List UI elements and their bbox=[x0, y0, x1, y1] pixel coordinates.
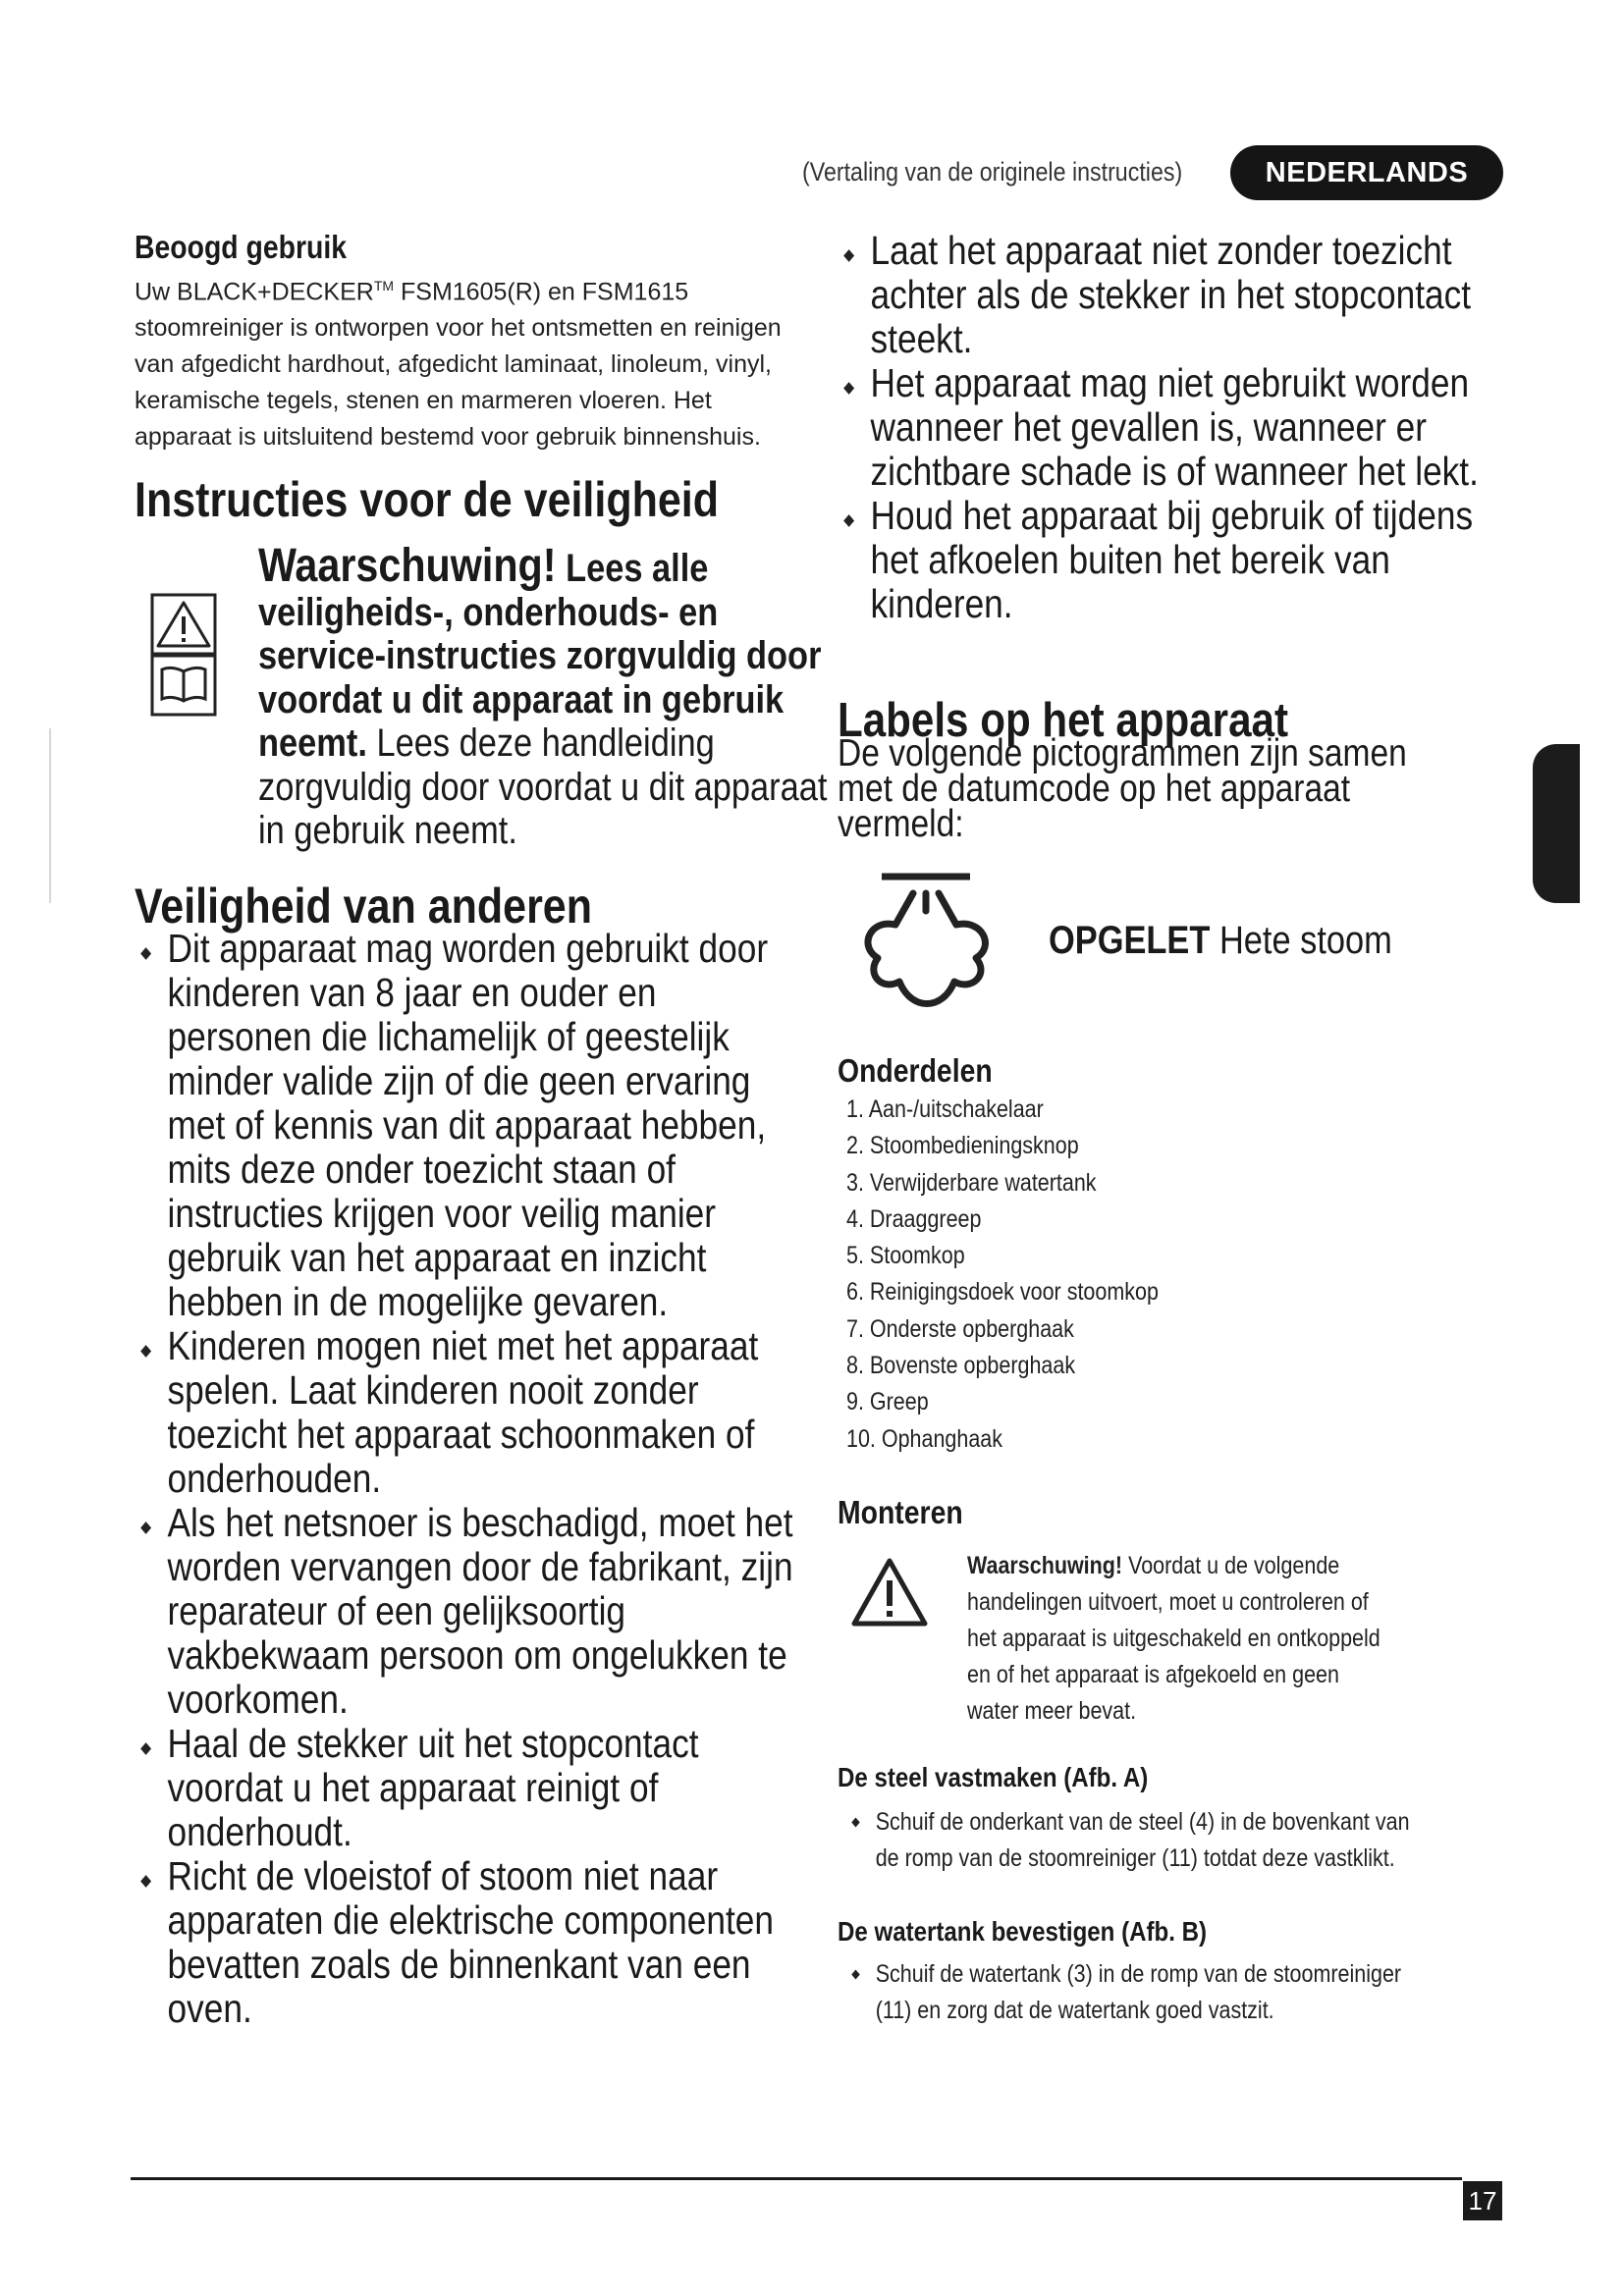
footer-rule bbox=[131, 2177, 1462, 2180]
list-item: Het apparaat mag niet gebruikt worden wanneer het gevallen is, wanneer er zichtbare schade is of wanneer het lekt. bbox=[838, 361, 1530, 494]
safety-instructions-heading: Instructies voor de veiligheid bbox=[135, 472, 719, 527]
list-item: 2. Stoombedieningsknop bbox=[846, 1132, 1079, 1160]
safety-warning-text: Waarschuwing! Lees alle veiligheids-, onderhouds- en service-instructies zorgvuldig door voordat u dit apparaat in gebruik neemt. Lees deze handleiding zorgvuldig door voordat u dit apparaat in gebruik neemt. bbox=[258, 540, 828, 852]
safety-list-continued bbox=[838, 229, 1530, 626]
labels-heading: Labels op het apparaat bbox=[838, 694, 1288, 747]
attach-stem-steps bbox=[838, 1804, 1429, 1877]
language-side-tab bbox=[1533, 744, 1580, 903]
intended-use-text: Uw BLACK+DECKER™ FSM1605(R) en FSM1615 stoomreiniger is ontworpen voor het ontsmetten en reinigen van afgedicht hardhout, afgedicht laminaat, linoleum, vinyl, keramische tegels, stenen en marmeren vloeren. Het apparaat is uitsluitend bestemd voor gebruik binnenshuis. bbox=[135, 278, 782, 452]
safety-of-others-list bbox=[135, 927, 810, 2031]
assembly-warning-text: Waarschuwing! Voordat u de volgende handelingen uitvoert, moet u controleren of het apparaat is uitgeschakeld en ontkoppeld en of het apparaat is afgekoeld en geen water meer bevat. bbox=[967, 1552, 1380, 1725]
warning-icon bbox=[850, 1557, 929, 1632]
language-badge: NEDERLANDS bbox=[1230, 145, 1503, 200]
parts-heading: Onderdelen bbox=[838, 1052, 993, 1089]
list-item: Als het netsnoer is beschadigd, moet het worden vervangen door de fabrikant, zijn reparateur of een gelijksoortig vakbekwaam persoon om ongelukken te voorkomen. bbox=[135, 1501, 810, 1722]
page-number: 17 bbox=[1463, 2181, 1502, 2220]
warning-manual-icon bbox=[150, 593, 219, 721]
list-item: Laat het apparaat niet zonder toezicht achter als de stekker in het stopcontact steekt. bbox=[838, 229, 1530, 361]
list-item: 5. Stoomkop bbox=[846, 1242, 965, 1270]
list-item: 4. Draaggreep bbox=[846, 1204, 982, 1233]
translation-note: (Vertaling van de originele instructies) bbox=[802, 157, 1183, 187]
labels-text: De volgende pictogrammen zijn samen met de datumcode op het apparaat vermeld: bbox=[838, 732, 1407, 845]
safety-of-others-heading: Veiligheid van anderen bbox=[135, 879, 592, 934]
hot-steam-caution: OPGELET Hete stoom bbox=[1049, 919, 1392, 962]
intended-use-heading: Beoogd gebruik bbox=[135, 229, 348, 265]
list-item: Haal de stekker uit het stopcontact voordat u het apparaat reinigt of onderhoudt. bbox=[135, 1722, 810, 1854]
list-item: Houd het apparaat bij gebruik of tijdens het afkoelen buiten het bereik van kinderen. bbox=[838, 494, 1530, 626]
list-item: 8. Bovenste opberghaak bbox=[846, 1352, 1076, 1380]
attach-tank-steps bbox=[838, 1956, 1429, 2029]
list-item: Kinderen mogen niet met het apparaat spelen. Laat kinderen nooit zonder toezicht het apparaat schoonmaken of onderhouden. bbox=[135, 1324, 810, 1501]
hot-steam-icon bbox=[852, 864, 1000, 1016]
margin-line bbox=[49, 728, 51, 903]
list-item: Schuif de watertank (3) in de romp van de stoomreiniger (11) en zorg dat de watertank goed vastzit. bbox=[838, 1956, 1429, 2029]
parts-list bbox=[846, 1092, 1159, 1458]
list-item: 7. Onderste opberghaak bbox=[846, 1314, 1074, 1343]
assembly-heading: Monteren bbox=[838, 1494, 963, 1530]
list-item: 3. Verwijderbare watertank bbox=[846, 1168, 1097, 1197]
list-item: Dit apparaat mag worden gebruikt door kinderen van 8 jaar en ouder en personen die lichamelijk of geestelijk minder valide zijn of die geen ervaring met of kennis van dit apparaat hebben, mits deze onder toezicht staan of instructies krijgen voor veilig manier gebruik van het apparaat en inzicht hebben in de mogelijke gevaren. bbox=[135, 927, 810, 1324]
list-item: 1. Aan-/uitschakelaar bbox=[846, 1095, 1044, 1123]
attach-tank-heading: De watertank bevestigen (Afb. B) bbox=[838, 1916, 1207, 1947]
list-item: Schuif de onderkant van de steel (4) in de bovenkant van de romp van de stoomreiniger (11) totdat deze vastklikt. bbox=[838, 1804, 1429, 1877]
list-item: 6. Reinigingsdoek voor stoomkop bbox=[846, 1278, 1159, 1307]
attach-stem-heading: De steel vastmaken (Afb. A) bbox=[838, 1762, 1149, 1792]
list-item: 10. Ophanghaak bbox=[846, 1424, 1003, 1453]
list-item: Richt de vloeistof of stoom niet naar apparaten die elektrische componenten bevatten zoals de binnenkant van een oven. bbox=[135, 1854, 810, 2031]
list-item: 9. Greep bbox=[846, 1388, 929, 1416]
